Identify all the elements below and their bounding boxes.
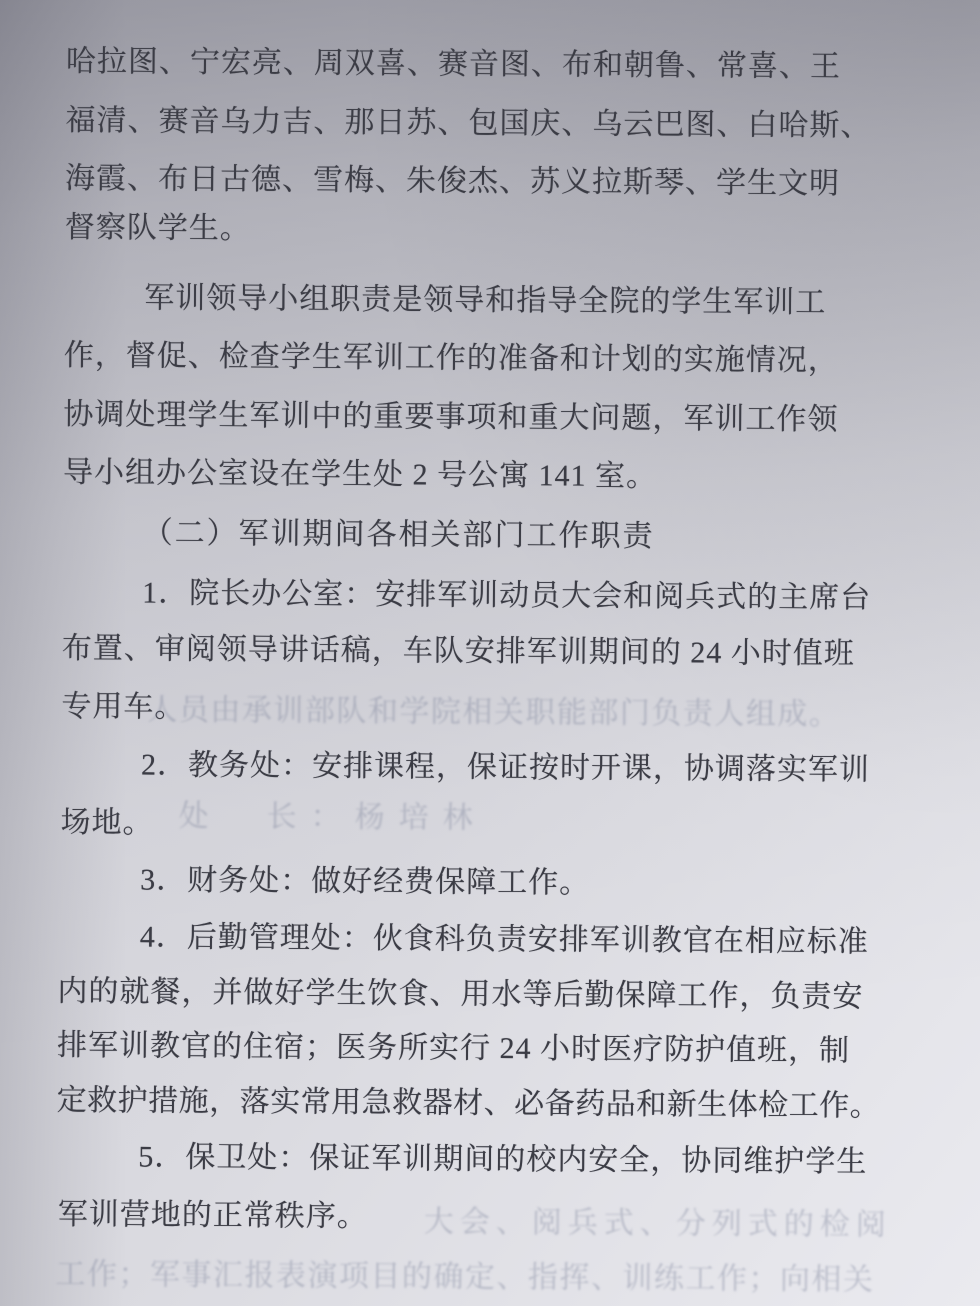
- document-line: 5．保卫处：保证军训期间的校内安全，协同维护学生: [138, 1140, 868, 1179]
- section-heading: （二）军训期间各相关部门工作职责: [142, 516, 655, 554]
- document-line: 协调处理学生军训中的重要事项和重大问题，军训工作领: [63, 397, 839, 437]
- document-line: 4．后勤管理处：伙食科负责安排军训教官在相应标准: [139, 920, 869, 959]
- document-line: 作，督促、检查学生军训工作的准备和计划的实施情况，: [63, 338, 839, 378]
- document-line: 布置、审阅领导讲话稿，车队安排军训期间的 24 小时值班: [61, 631, 855, 671]
- ghost-text-line: 人员由承训部队和学院相关职能部门负责人组成。: [147, 693, 841, 732]
- document-line: 1．院长办公室：安排军训动员大会和阅兵式的主席台: [142, 576, 872, 615]
- document-line: 海霞、布日古德、雪梅、朱俊杰、苏义拉斯琴、学生文明: [64, 161, 841, 201]
- document-line: 福清、赛音乌力吉、那日苏、包国庆、乌云巴图、白哈斯、: [65, 103, 872, 143]
- document-line: 专用车。: [61, 689, 186, 724]
- ghost-text-line: 工作；军事汇报表演项目的确定、指挥、训练工作；向相关: [55, 1257, 875, 1297]
- document-line: 内的就餐，并做好学生饮食、用水等后勤保障工作，负责安: [57, 974, 864, 1014]
- document-line: 导小组办公室设在学生处 2 号公寓 141 室。: [62, 455, 658, 494]
- document-line: 督察队学生。: [64, 210, 251, 246]
- document-line: 哈拉图、宁宏亮、周双喜、赛音图、布和朝鲁、常喜、王: [65, 44, 842, 84]
- document-line: 排军训教官的住宿；医务所实行 24 小时医疗防护值班，制: [56, 1028, 851, 1068]
- document-line: 军训领导小组职责是领导和指导全院的学生军训工: [144, 281, 827, 320]
- document-line: 定救护措施，落实常用急救器材、必备药品和新生体检工作。: [56, 1083, 881, 1123]
- document-line: 2．教务处：安排课程，保证按时开课，协调落实军训: [140, 748, 871, 787]
- document-line: 3．财务处：做好经费保障工作。: [140, 863, 591, 900]
- document-line: 场地。: [60, 805, 154, 840]
- document-line: 军训营地的正常秩序。: [57, 1197, 368, 1234]
- ghost-text-line: 处 长：杨培林: [178, 799, 487, 835]
- ghost-text-line: 大会、阅兵式、分列式的检阅: [423, 1205, 892, 1242]
